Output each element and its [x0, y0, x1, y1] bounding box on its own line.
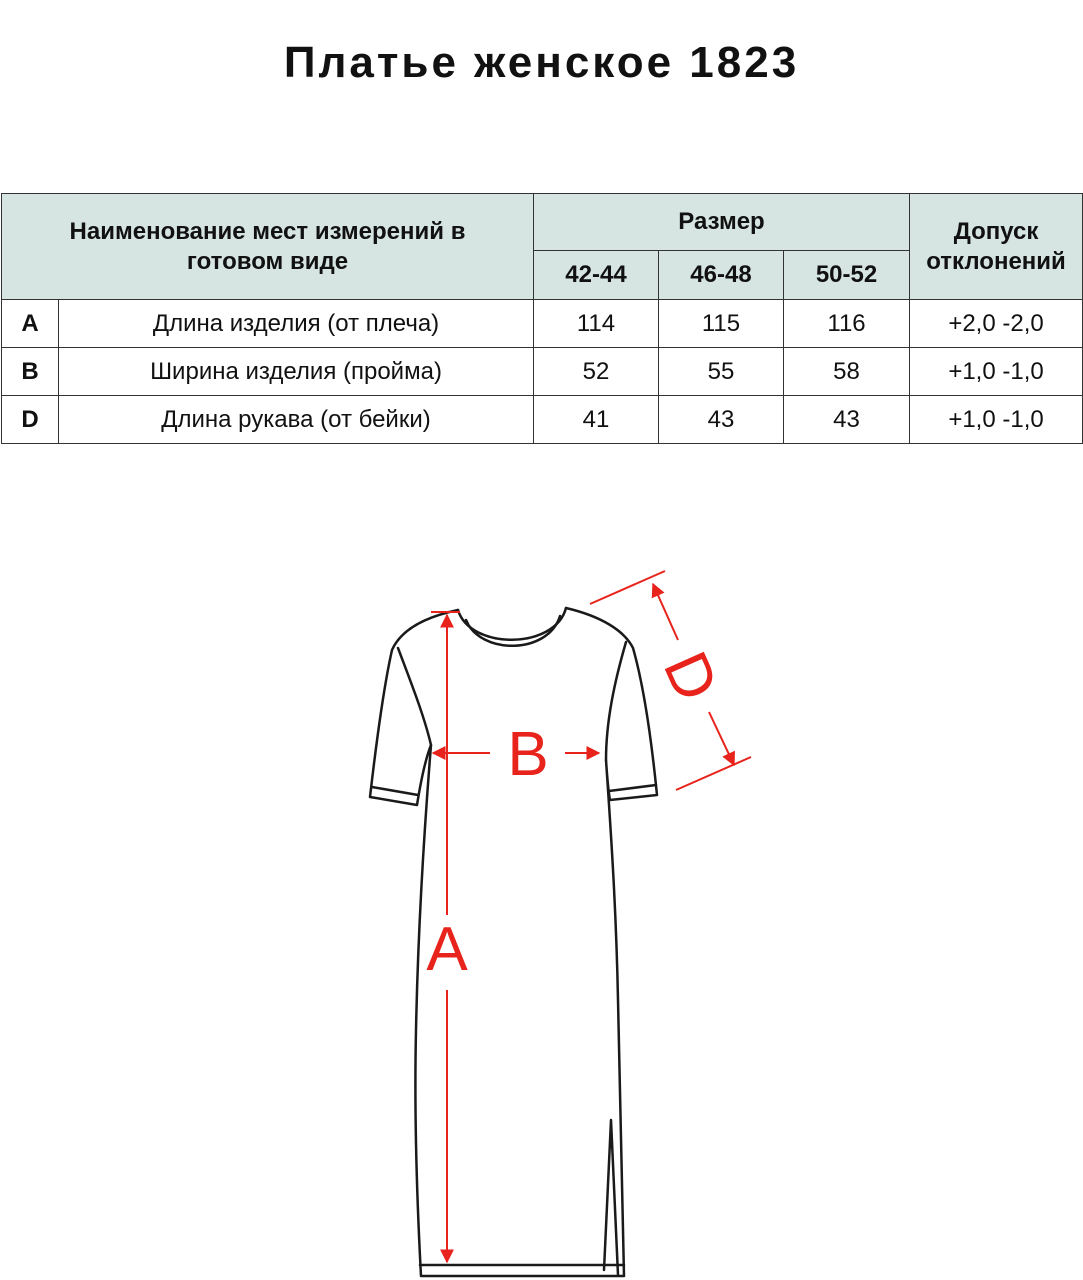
measurement-value: 116 — [784, 300, 910, 348]
dimension-a — [426, 612, 468, 1262]
tolerance-header: Допуск отклонений — [910, 194, 1083, 300]
measurement-value: 52 — [534, 348, 659, 396]
measurement-value: 55 — [659, 348, 784, 396]
measurement-value: 43 — [659, 396, 784, 444]
measurement-value: 114 — [534, 300, 659, 348]
tolerance-value: +1,0 -1,0 — [910, 348, 1083, 396]
size-column-header: 42-44 — [534, 251, 659, 300]
measurement-name: Длина изделия (от плеча) — [59, 300, 534, 348]
measurement-code: A — [2, 300, 59, 348]
dimension-b — [433, 720, 599, 789]
tolerance-value: +1,0 -1,0 — [910, 396, 1083, 444]
measurement-name: Ширина изделия (пройма) — [59, 348, 534, 396]
measurement-value: 58 — [784, 348, 910, 396]
dress-outline — [370, 608, 657, 1276]
measurement-value: 41 — [534, 396, 659, 444]
size-header: Размер — [534, 194, 910, 251]
measurement-name: Длина рукава (от бейки) — [59, 396, 534, 444]
measurement-name-header: Наименование мест измерений в готовом виде — [2, 194, 534, 300]
measurement-value: 115 — [659, 300, 784, 348]
dimension-d — [590, 571, 751, 790]
dimension-label-a: A — [426, 915, 468, 984]
page-title: Платье женское 1823 — [283, 38, 800, 87]
measurement-value: 43 — [784, 396, 910, 444]
size-column-header: 46-48 — [659, 251, 784, 300]
size-column-header: 50-52 — [784, 251, 910, 300]
measurement-code: B — [2, 348, 59, 396]
dimension-label-b: B — [507, 720, 549, 789]
dimension-label-d: D — [650, 642, 732, 712]
measurement-code: D — [2, 396, 59, 444]
tolerance-value: +2,0 -2,0 — [910, 300, 1083, 348]
